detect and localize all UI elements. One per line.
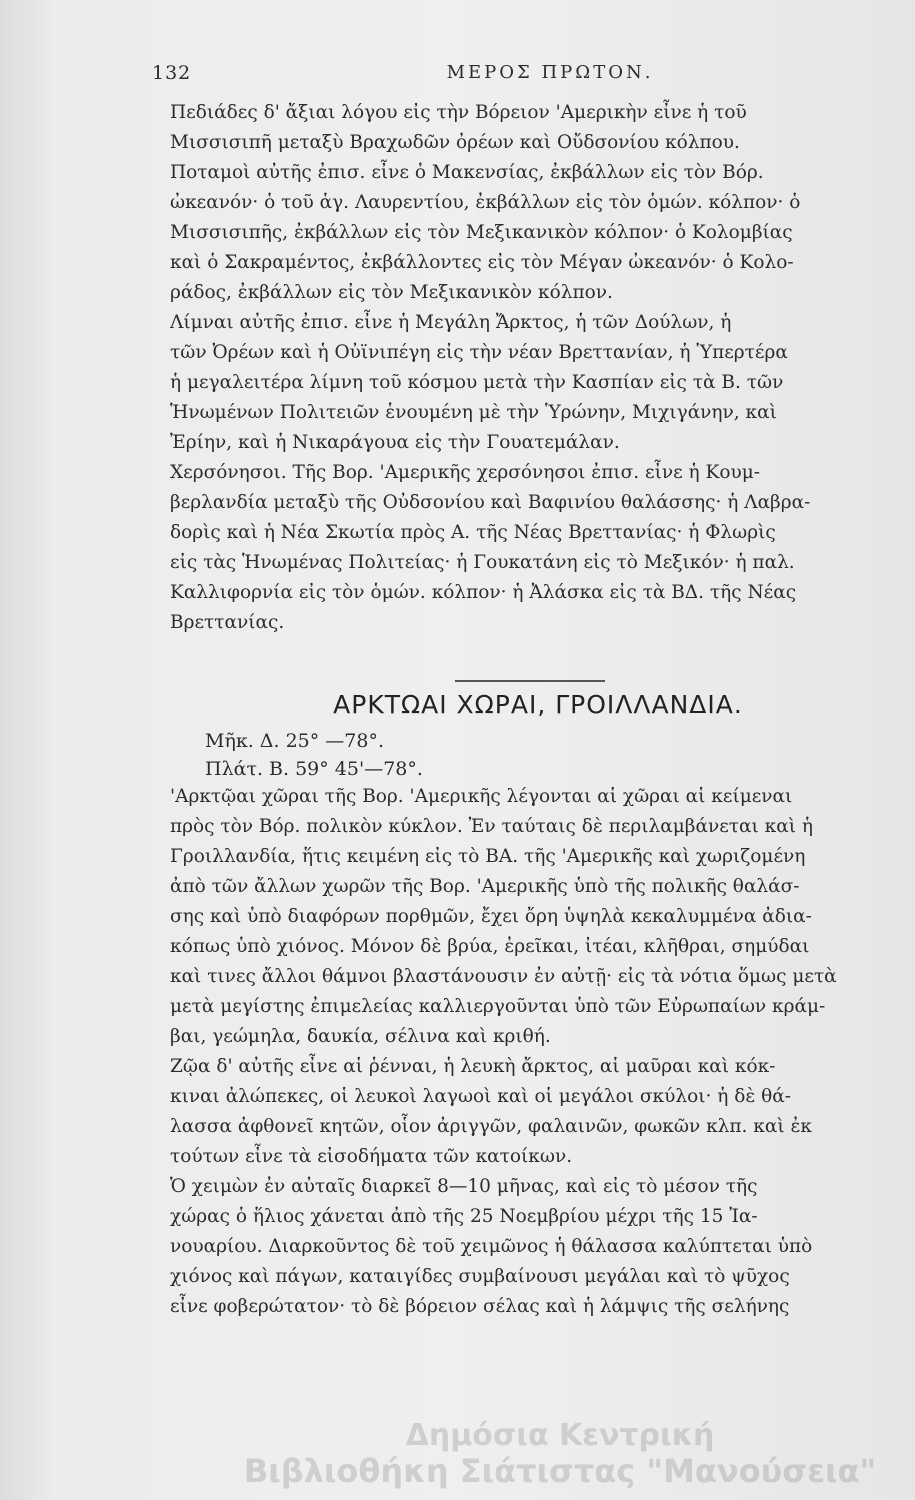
latitude-line: Πλάτ. Β. 59° 45'—78°. [205,758,423,780]
text-line: τούτων εἶνε τὰ εἰσοδήματα τῶν κατοίκων. [170,1146,573,1167]
library-watermark-line-1: Δημόσια Κεντρική [405,1418,715,1453]
text-line: βερλανδία μεταξὺ τῆς Οὐδσονίου καὶ Βαφινίου θαλάσσης· ἡ Λαβρα- [170,492,811,513]
running-title: ΜΕΡΟΣ ΠΡΩΤΟΝ. [446,62,654,83]
text-line: Λίμναι αὐτῆς ἐπισ. εἶνε ἡ Μεγάλη Ἄρκτος, ἡ τῶν Δούλων, ἡ [170,312,732,333]
text-line: νουαρίου. Διαρκοῦντος δὲ τοῦ χειμῶνος ἡ θάλασσα καλύπτεται ὑπὸ [170,1236,813,1257]
text-line: δορὶς καὶ ἡ Νέα Σκωτία πρὸς Α. τῆς Νέας Βρεττανίας· ἡ Φλωρὶς [170,522,776,543]
text-line: τῶν Ὀρέων καὶ ἡ Οὐϊνιπέγη εἰς τὴν νέαν Βρεττανίαν, ἡ Ὑπερτέρα [170,342,788,363]
text-line: μετὰ μεγίστης ἐπιμελείας καλλιεργοῦνται ὑπὸ τῶν Εὐρωπαίων κράμ- [170,996,826,1017]
text-line: Μισσισιπῆ μεταξὺ Βραχωδῶν ὀρέων καὶ Οὔδσονίου κόλπου. [170,132,740,153]
text-line: χιόνος καὶ πάγων, καταιγίδες συμβαίνουσι μεγάλαι καὶ τὸ ψῦχος [170,1266,790,1287]
text-line: Μισσισιπῆς, ἐκβάλλων εἰς τὸν Μεξικανικὸν κόλπον· ὁ Κολομβίας [170,222,793,243]
longitude-line: Μῆκ. Δ. 25° —78°. [205,730,385,752]
text-line: ράδος, ἐκβάλλων εἰς τὸν Μεξικανικὸν κόλπον. [170,282,613,303]
text-line: κιναι ἀλώπεκες, οἱ λευκοὶ λαγωοὶ καὶ οἱ μεγάλοι σκύλοι· ἡ δὲ θά- [170,1086,792,1107]
text-line: ἡ μεγαλειτέρα λίμνη τοῦ κόσμου μετὰ τὴν Κασπίαν εἰς τὰ Β. τῶν [170,372,784,393]
text-line: ὠκεανόν· ὁ τοῦ ἁγ. Λαυρεντίου, ἐκβάλλων εἰς τὸν ὁμών. κόλπον· ὁ [170,192,801,213]
text-line: Καλλιφορνία εἰς τὸν ὁμών. κόλπον· ἡ Ἀλάσκα εἰς τὰ ΒΔ. τῆς Νέας [170,582,797,603]
america-section-text [170,98,900,638]
text-line: ἀπὸ τῶν ἄλλων χωρῶν τῆς Βορ. 'Αμερικῆς ὑπὸ τῆς πολικῆς θαλάσ- [170,876,800,897]
library-watermark-line-2: Βιβλιοθήκη Σιάτιστας "Μανούσεια" [243,1452,877,1490]
text-line: χώρας ὁ ἥλιος χάνεται ἀπὸ τῆς 25 Νοεμβρίου μέχρι τῆς 15 Ἰα- [170,1206,758,1227]
text-line: σης καὶ ὑπὸ διαφόρων πορθμῶν, ἔχει ὄρη ὑψηλὰ κεκαλυμμένα ἀδια- [170,906,812,927]
text-line: Ζῷα δ' αὐτῆς εἶνε αἱ ῥένναι, ἡ λευκὴ ἄρκτος, αἱ μαῦραι καὶ κόκ- [170,1056,776,1077]
text-line: καὶ ὁ Σακραμέντος, ἐκβάλλοντες εἰς τὸν Μέγαν ὠκεανόν· ὁ Κολο- [170,252,794,273]
text-line: 'Αρκτῷαι χῶραι τῆς Βορ. 'Αμερικῆς λέγονται αἱ χῶραι αἱ κείμεναι [170,786,793,807]
text-line: Χερσόνησοι. Τῆς Βορ. 'Αμερικῆς χερσόνησοι ἐπισ. εἶνε ἡ Κουμ- [170,462,761,483]
text-line: εἰς τὰς Ἡνωμένας Πολιτείας· ἡ Γουκατάνη εἰς τὸ Μεξικόν· ἡ παλ. [170,552,795,573]
text-line: καὶ τινες ἄλλοι θάμνοι βλαστάνουσιν ἐν αὐτῇ· εἰς τὰ νότια ὅμως μετὰ [170,966,837,987]
text-line: πρὸς τὸν Βόρ. πολικὸν κύκλον. Ἐν ταύταις δὲ περιλαμβάνεται καὶ ἡ [170,816,813,837]
text-line: εἶνε φοβερώτατον· τὸ δὲ βόρειον σέλας καὶ ἡ λάμψις τῆς σελήνης [170,1296,790,1317]
text-line: Ἡνωμένων Πολιτειῶν ἑνουμένη μὲ τὴν Ὑρώνην, Μιχιγάνην, καὶ [170,402,777,423]
page-number: 132 [152,62,192,84]
text-line: Ποταμοὶ αὐτῆς ἐπισ. εἶνε ὁ Μακενσίας, ἐκβάλλων εἰς τὸν Βόρ. [170,162,764,183]
text-line: βαι, γεώμηλα, δαυκία, σέλινα καὶ κριθή. [170,1026,551,1047]
section-divider [455,680,605,682]
text-line: Ἐρίην, καὶ ἡ Νικαράγουα εἰς τὴν Γουατεμάλαν. [170,432,620,453]
text-line: Βρεττανίας. [170,612,285,633]
text-line: Πεδιάδες δ' ἄξιαι λόγου εἰς τὴν Βόρειον 'Αμερικὴν εἶνε ἡ τοῦ [170,102,747,123]
text-line: λασσα ἀφθονεῖ κητῶν, οἷον ἀριγγῶν, φαλαινῶν, φωκῶν κλπ. καὶ ἐκ [170,1116,812,1137]
text-line: Γροιλλανδία, ἥτις κειμένη εἰς τὸ ΒΑ. τῆς 'Αμερικῆς καὶ χωριζομένη [170,846,806,867]
page-header [0,62,915,92]
arctic-section-text [170,782,900,1322]
text-line: κόπως ὑπὸ χιόνος. Μόνον δὲ βρύα, ἐρεῖκαι, ἰτέαι, κλῆθραι, σημύδαι [170,936,810,957]
text-line: Ὁ χειμὼν ἐν αὐταῖς διαρκεῖ 8—10 μῆνας, καὶ εἰς τὸ μέσον τῆς [170,1176,758,1197]
section-title: ΑΡΚΤΩΑΙ ΧΩΡΑΙ, ΓΡΟΙΛΛΑΝΔΙΑ. [333,690,743,719]
